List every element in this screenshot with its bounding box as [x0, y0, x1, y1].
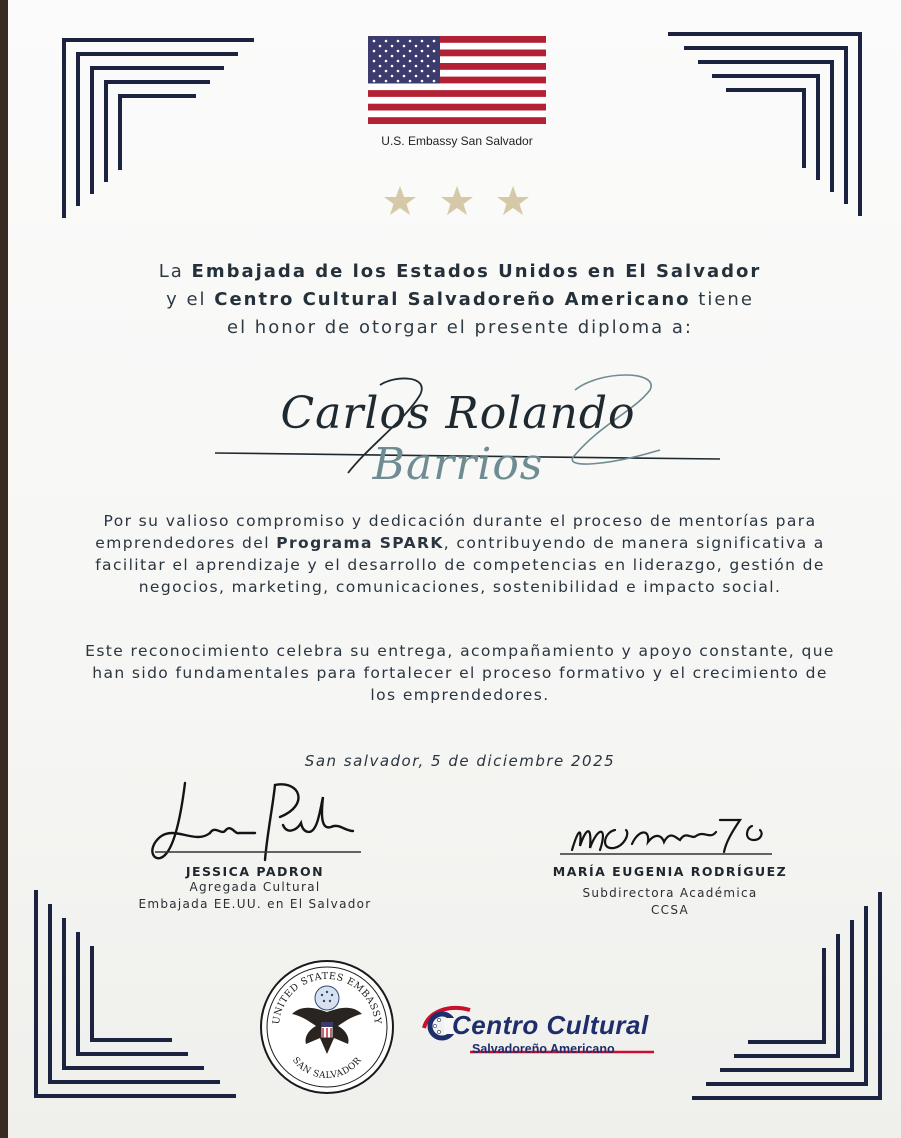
body-paragraph-2: Este reconocimiento celebra su entrega, acompañamiento y apoyo constante, que han sido fundamentales para fortalecer el proceso formativo y el crecimiento de los emprendedores. [85, 642, 835, 704]
issue-date: San salvador, 5 de diciembre 2025 [304, 752, 616, 770]
recipient-name [188, 388, 728, 490]
intro-line-2: y el Centro Cultural Salvadoreño Americano tiene [166, 289, 754, 310]
corner-ornament-top-left [58, 36, 258, 221]
three-stars-icon [383, 182, 533, 222]
corner-ornament-bottom-right [688, 890, 888, 1105]
body-paragraph-1: Por su valioso compromiso y dedicación durante el proceso de mentorías para emprendedores del Programa SPARK, contribuyendo de manera significativa a facilitar el aprendizaje y el desarrollo de competencias en liderazgo, gestión de negocios, marketing, comunicaciones, sostenibilidad e impacto social. [95, 512, 825, 596]
intro-line-1: La Embajada de los Estados Unidos en El Salvador [158, 261, 762, 282]
signatory-2-name: MARÍA EUGENIA RODRÍGUEZ [552, 864, 788, 879]
embassy-label: U.S. Embassy San Salvador [381, 134, 533, 148]
ccsa-logo-name: Centro Cultural [452, 1010, 649, 1040]
corner-ornament-top-right [666, 30, 866, 220]
corner-ornament-bottom-left [30, 888, 240, 1103]
signatory-1-role: Agregada Cultural Embajada EE.UU. en El Salvador [138, 880, 372, 911]
seal-bottom-text: SAN SALVADOR [290, 1055, 364, 1082]
signatory-2-role: Subdirectora Académica CCSA [582, 886, 758, 917]
us-flag-icon [368, 36, 546, 124]
ccsa-logo-subtitle: Salvadoreño Americano [472, 1042, 615, 1056]
intro-line-3: el honor de otorgar el presente diploma a: [227, 317, 693, 338]
embassy-seal-icon [258, 958, 396, 1096]
recipient-last-name: Barrios [372, 439, 544, 490]
recipient-first-names: Carlos Rolando [280, 388, 636, 439]
intro-text [60, 258, 860, 342]
seal-top-text: UNITED STATES EMBASSY [270, 970, 384, 1026]
signatory-1-name: JESSICA PADRON [185, 864, 325, 879]
